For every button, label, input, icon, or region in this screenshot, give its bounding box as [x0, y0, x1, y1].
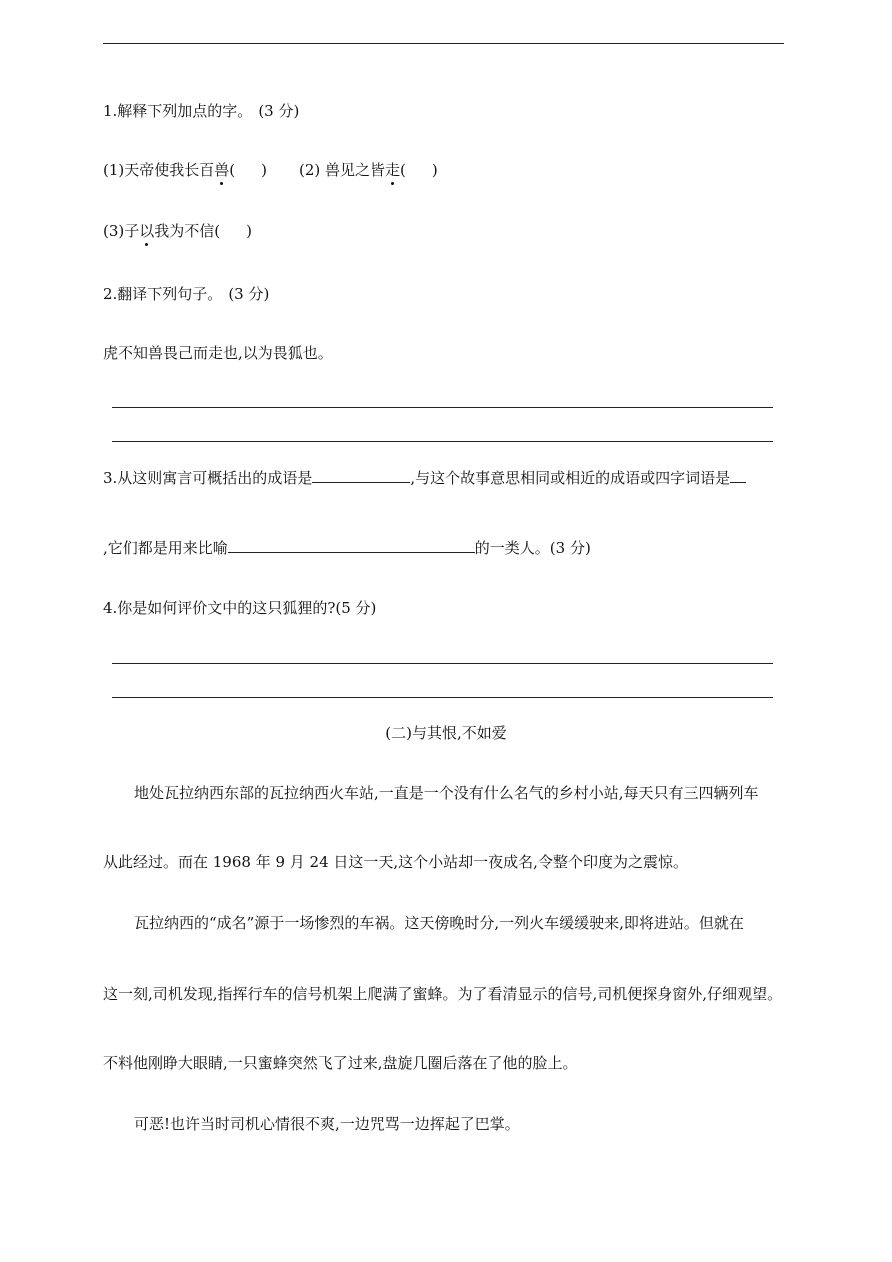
- answer-line[interactable]: [112, 441, 773, 442]
- question-3-text-part1: 3.从这则寓言可概括出的成语是: [103, 469, 313, 487]
- question-4-prompt: 4.你是如何评价文中的这只狐狸的?(5 分): [103, 599, 377, 617]
- answer-line[interactable]: [112, 663, 773, 664]
- q1-item1-dotted-char: 兽: [214, 161, 230, 179]
- q1-item2-open-paren: (: [400, 161, 406, 179]
- question-3-text-part2: ,与这个故事意思相同或相近的成语或四字词语是: [410, 469, 731, 487]
- question-1-text: 1.解释下列加点的字。: [103, 102, 253, 120]
- passage-p2-line3: 不料他刚睁大眼睛,一只蜜蜂突然飞了过来,盘旋几圈后落在了他的脸上。: [103, 1054, 578, 1072]
- q1-item1-text: (1)天帝使我长百: [103, 161, 215, 179]
- question-2-prompt: [103, 284, 269, 304]
- q1-item3-dotted-char: 以: [139, 222, 155, 240]
- header-rule: [103, 43, 784, 44]
- question-3-line1: [103, 468, 746, 488]
- question-2-sentence: 虎不知兽畏己而走也,以为畏狐也。: [103, 344, 333, 362]
- answer-line[interactable]: [112, 407, 773, 408]
- passage-p3-line1: 可恶!也许当时司机心情很不爽,一边咒骂一边挥起了巴掌。: [134, 1115, 520, 1133]
- passage-title: (二)与其恨,不如爱: [385, 724, 507, 742]
- passage-p2-line1: 瓦拉纳西的“成名”源于一场惨烈的车祸。这天傍晚时分,一列火车缓缓驶来,即将进站。但就在: [134, 914, 744, 932]
- q3-similar-idiom-blank[interactable]: [730, 468, 746, 483]
- q1-item3-text: (3)子: [103, 222, 140, 240]
- q1-item3-text-after: 我为不信(: [154, 222, 221, 240]
- question-2-text: 2.翻译下列句子。: [103, 285, 223, 303]
- q3-metaphor-blank[interactable]: [228, 538, 475, 553]
- passage-p1-line2: 从此经过。而在 1968 年 9 月 24 日这一天,这个小站却一夜成名,令整个印度为之震惊。: [103, 853, 688, 871]
- q1-item2-close-paren: ): [431, 161, 438, 179]
- q1-item2-dotted-char: 走: [385, 161, 401, 179]
- question-1-items-row1: [103, 160, 438, 180]
- q1-item3-close-paren: ): [246, 222, 252, 240]
- answer-line[interactable]: [112, 697, 773, 698]
- question-1-prompt: [103, 101, 299, 121]
- question-3-text-part4: 的一类人。(3 分): [474, 539, 591, 557]
- question-1-score: (3 分): [258, 102, 300, 120]
- passage-p1-line1: 地处瓦拉纳西东部的瓦拉纳西火车站,一直是一个没有什么名气的乡村小站,每天只有三四辆列车: [134, 784, 759, 802]
- question-2-score: (3 分): [228, 285, 270, 303]
- passage-p2-line2: 这一刻,司机发现,指挥行车的信号机架上爬满了蜜蜂。为了看清显示的信号,司机便探身窗外,仔细观望。: [103, 985, 783, 1003]
- question-3-text-part3: ,它们都是用来比喻: [103, 539, 228, 557]
- q1-item1-close-paren: ): [261, 161, 267, 179]
- q1-item2-text: (2) 兽见之皆: [298, 161, 386, 179]
- q1-item1-open-paren: (: [229, 161, 236, 179]
- q3-idiom-blank[interactable]: [312, 468, 410, 483]
- question-1-items-row2: [103, 221, 252, 241]
- question-3-line2: [103, 538, 591, 558]
